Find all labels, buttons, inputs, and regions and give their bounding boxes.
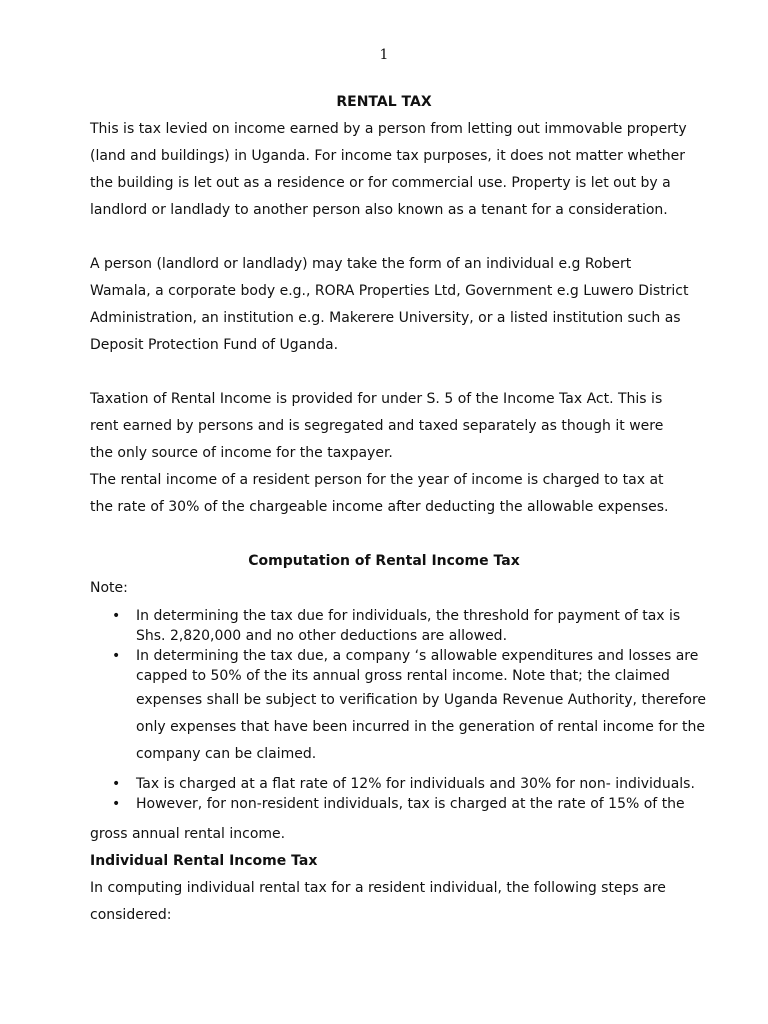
document-title: RENTAL TAX xyxy=(336,94,432,110)
bullet-line: only expenses that have been incurred in the generation of rental income for the xyxy=(136,719,706,735)
bullet-dot: • xyxy=(112,608,121,624)
bullet-dot: • xyxy=(112,796,121,812)
bullet-line: In determining the tax due, a company ‘s allowable expenditures and losses are xyxy=(136,648,699,664)
paragraph2-line: Deposit Protection Fund of Uganda. xyxy=(90,337,339,353)
paragraph1-line: landlord or landlady to another person also known as a tenant for a consideration. xyxy=(90,202,668,218)
individual-heading: Individual Rental Income Tax xyxy=(90,853,318,869)
bullet-line: However, for non-resident individuals, tax is charged at the rate of 15% of the xyxy=(136,796,685,812)
paragraph3-line: The rental income of a resident person for the year of income is charged to tax at xyxy=(90,472,664,488)
paragraph1-line: This is tax levied on income earned by a person from letting out immovable property xyxy=(90,121,687,137)
bullet-line: company can be claimed. xyxy=(136,746,317,762)
paragraph4-line: In computing individual rental tax for a resident individual, the following steps are xyxy=(90,880,666,896)
computation-heading: Computation of Rental Income Tax xyxy=(248,553,520,569)
paragraph3-line: Taxation of Rental Income is provided for under S. 5 of the Income Tax Act. This is xyxy=(90,391,663,407)
paragraph4-line: considered: xyxy=(90,907,172,923)
bullet-line: Tax is charged at a flat rate of 12% for individuals and 30% for non- individuals. xyxy=(136,776,695,792)
paragraph1-line: (land and buildings) in Uganda. For income tax purposes, it does not matter whether xyxy=(90,148,685,164)
bullet-line: Shs. 2,820,000 and no other deductions are allowed. xyxy=(136,628,508,644)
paragraph1-line: the building is let out as a residence or for commercial use. Property is let out by a xyxy=(90,175,671,191)
bullet-dot: • xyxy=(112,776,121,792)
paragraph2-line: Wamala, a corporate body e.g., RORA Properties Ltd, Government e.g Luwero District xyxy=(90,283,689,299)
continuation-line: gross annual rental income. xyxy=(90,826,286,842)
paragraph3-line: rent earned by persons and is segregated and taxed separately as though it were xyxy=(90,418,664,434)
note-label: Note: xyxy=(90,580,128,596)
bullet-line: capped to 50% of the its annual gross rental income. Note that; the claimed xyxy=(136,668,670,684)
paragraph3-line: the only source of income for the taxpayer. xyxy=(90,445,393,461)
bullet-dot: • xyxy=(112,648,121,664)
page-number: 1 xyxy=(379,47,389,63)
bullet-line: In determining the tax due for individuals, the threshold for payment of tax is xyxy=(136,608,681,624)
paragraph2-line: Administration, an institution e.g. Makerere University, or a listed institution such as xyxy=(90,310,681,326)
bullet-line: expenses shall be subject to verification by Uganda Revenue Authority, therefore xyxy=(136,692,707,708)
paragraph3-line: the rate of 30% of the chargeable income after deducting the allowable expenses. xyxy=(90,499,669,515)
paragraph2-line: A person (landlord or landlady) may take the form of an individual e.g Robert xyxy=(90,256,632,272)
